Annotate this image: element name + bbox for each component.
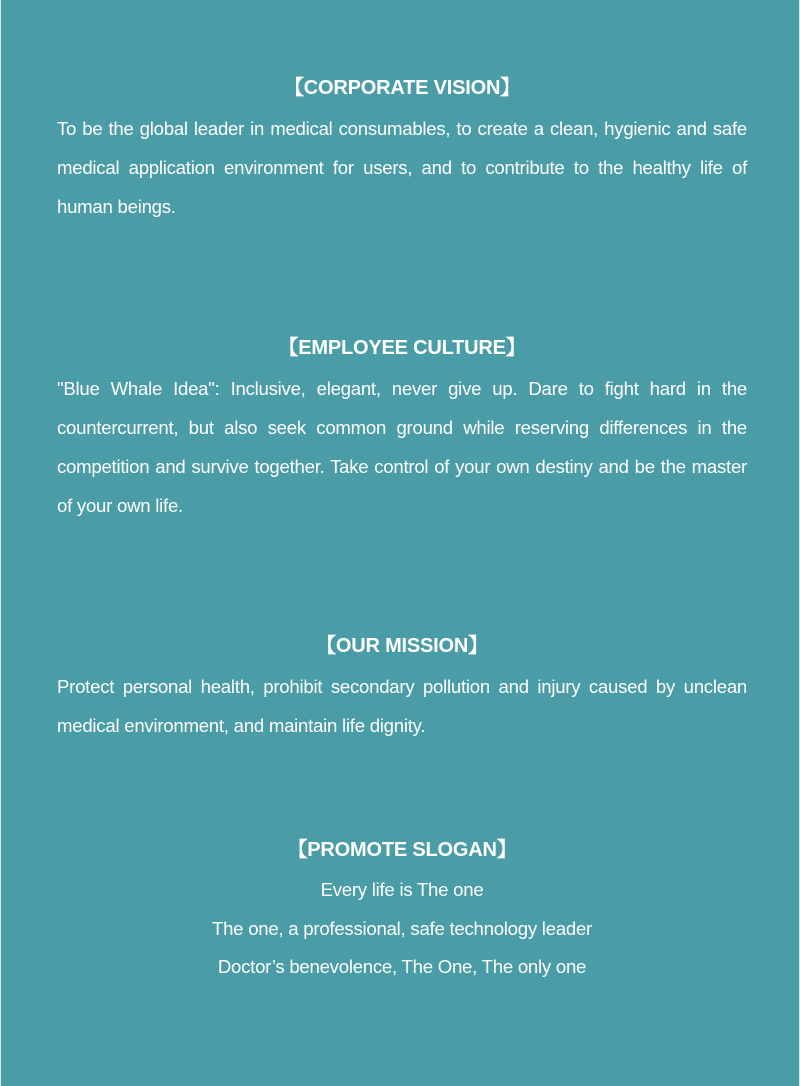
slogan-line: Doctor’s benevolence, The One, The only one: [217, 956, 587, 977]
our-mission-text: Protect personal health, prohibit secondary pollution and injury caused by unclean medical environment, and maintain life dignity.: [57, 676, 747, 736]
corporate-vision-section: [57, 76, 747, 226]
employee-culture-section: [57, 336, 747, 525]
promote-slogan-lines: [57, 871, 747, 987]
promote-slogan-heading: 【PROMOTE SLOGAN】: [287, 839, 517, 861]
our-mission-section: [57, 634, 747, 745]
slogan-line: Every life is The one: [320, 879, 484, 900]
promote-slogan-section: [57, 838, 747, 987]
employee-culture-text: "Blue Whale Idea": Inclusive, elegant, never give up. Dare to fight hard in the countercurrent, but also seek common ground while reserving differences in the competition and survive together. Take control of your own destiny and be the master of your own life.: [57, 378, 747, 516]
our-mission-heading: 【OUR MISSION】: [316, 635, 488, 657]
slogan-line: The one, a professional, safe technology leader: [211, 917, 592, 939]
corporate-vision-text: To be the global leader in medical consumables, to create a clean, hygienic and safe medical application environment for users, and to contribute to the healthy life of human beings.: [57, 118, 747, 217]
employee-culture-heading: 【EMPLOYEE CULTURE】: [278, 337, 526, 359]
corporate-vision-heading: 【CORPORATE VISION】: [283, 77, 521, 99]
